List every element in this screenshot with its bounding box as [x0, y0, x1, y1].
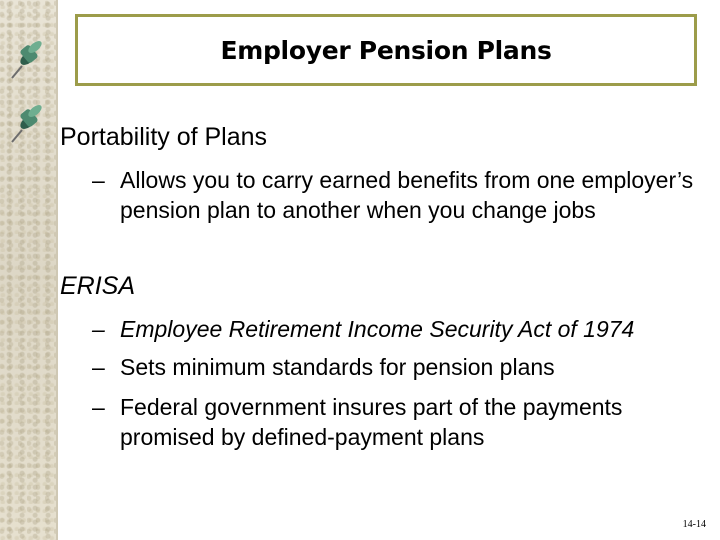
strip-divider: [56, 0, 58, 540]
pushpin-icon: [2, 102, 48, 148]
bullet-portability: Portability of Plans: [60, 123, 268, 151]
sub-bullet: [92, 392, 702, 452]
sub-bullet-text: Federal government insures part of the payments promised by defined-payment plans: [120, 394, 623, 450]
dash-marker: –: [92, 316, 105, 342]
sub-bullet-text: Allows you to carry earned benefits from one employer’s pension plan to another when you change jobs: [120, 167, 694, 223]
bullet-erisa: ERISA: [60, 272, 136, 300]
sub-bullet-text: Employee Retirement Income Security Act of 1974: [120, 316, 635, 342]
sub-bullet: [92, 165, 702, 225]
dash-marker: –: [92, 354, 105, 380]
pushpin-icon: [2, 38, 48, 84]
dash-marker: –: [92, 167, 105, 193]
dash-marker: –: [92, 394, 105, 420]
sub-bullet: [92, 352, 702, 382]
title-box: [75, 14, 697, 86]
slide-title: Employer Pension Plans: [220, 35, 552, 65]
sub-bullet: [92, 314, 702, 344]
page-number: 14-14: [682, 519, 706, 530]
sub-bullet-text: Sets minimum standards for pension plans: [120, 354, 555, 380]
